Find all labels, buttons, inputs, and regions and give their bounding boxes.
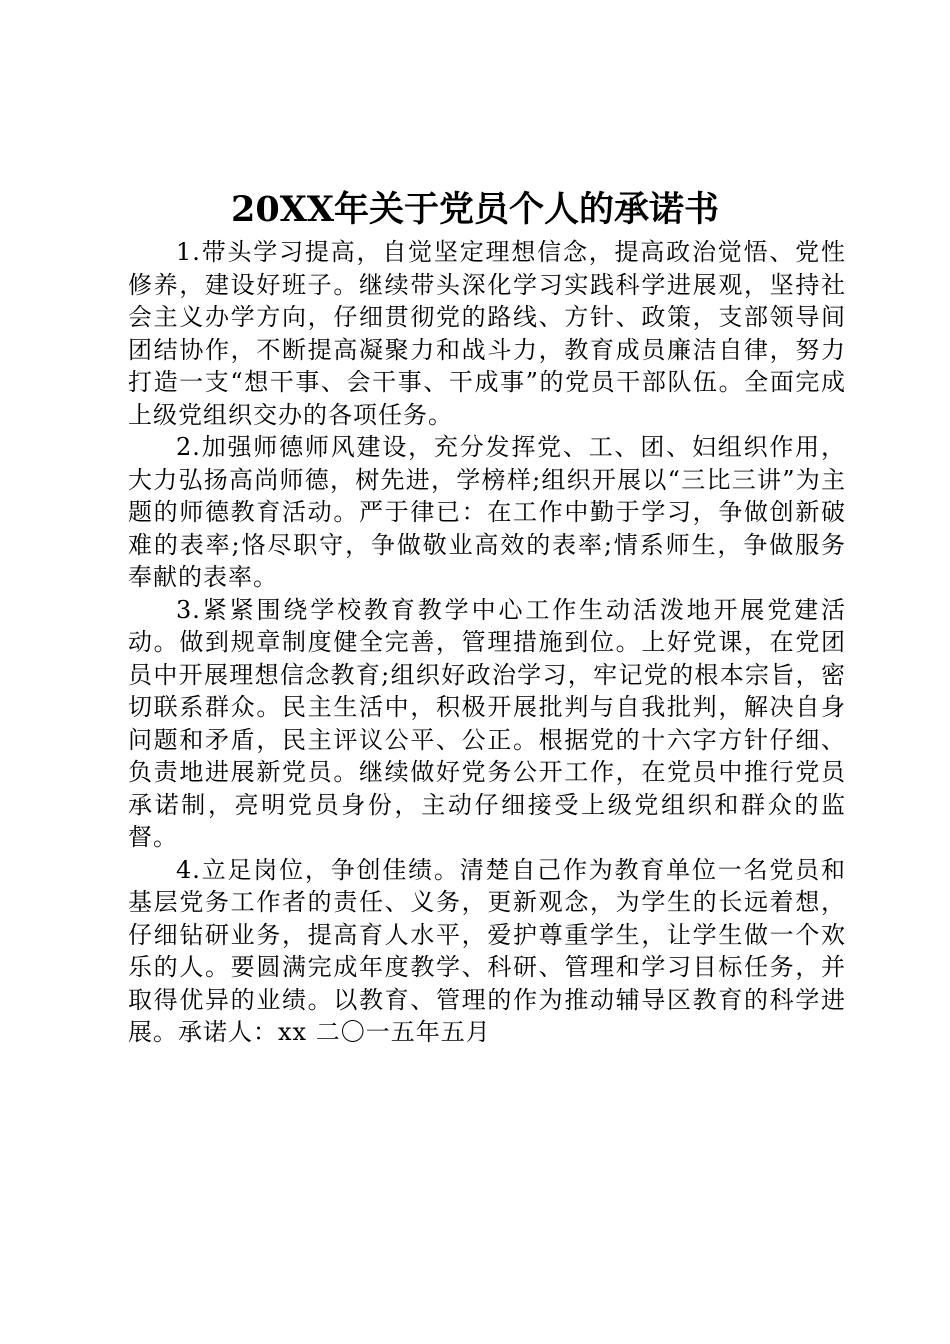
paragraph-4: 4.立足岗位，争创佳绩。清楚自己作为教育单位一名党员和基层党务工作者的责任、义务，更新观念，为学生的长远着想，仔细钻研业务，提高育人水平，爱护尊重学生，让学生做一个欢乐的人。要圆满完成年度教学、科研、管理和学习目标任务，并取得优异的业绩。以教育、管理的作为推动辅导区教育的科学进展。承诺人：xx 二〇一五年五月 bbox=[128, 855, 846, 1046]
document-title: 20XX年关于党员个人的承诺书 bbox=[230, 189, 720, 230]
paragraph-1: 1.带头学习提高，自觉坚定理想信念，提高政治觉悟、党性修养，建设好班子。继续带头深化学习实践科学进展观，坚持社会主义办学方向，仔细贯彻党的路线、方针、政策，支部领导间团结协作，不断提高凝聚力和战斗力，教育成员廉洁自律，努力打造一支“想干事、会干事、干成事”的党员干部队伍。全面完成上级党组织交办的各项任务。 bbox=[128, 238, 846, 429]
document-body bbox=[128, 236, 846, 1049]
paragraph-2: 2.加强师德师风建设，充分发挥党、工、团、妇组织作用，大力弘扬高尚师德，树先进，学榜样;组织开展以“三比三讲”为主题的师德教育活动。严于律已：在工作中勤于学习，争做创新破难的表率;恪尽职守，争做敬业高效的表率;情系师生，争做服务奉献的表率。 bbox=[128, 433, 846, 591]
paragraph-3: 3.紧紧围绕学校教育教学中心工作生动活泼地开展党建活动。做到规章制度健全完善，管理措施到位。上好党课，在党团员中开展理想信念教育;组织好政治学习，牢记党的根本宗旨，密切联系群众。民主生活中，积极开展批判与自我批判，解决自身问题和矛盾，民主评议公平、公正。根据党的十六字方针仔细、负责地进展新党员。继续做好党务公开工作，在党员中推行党员承诺制，亮明党员身份，主动仔细接受上级党组织和群众的监督。 bbox=[128, 595, 846, 851]
